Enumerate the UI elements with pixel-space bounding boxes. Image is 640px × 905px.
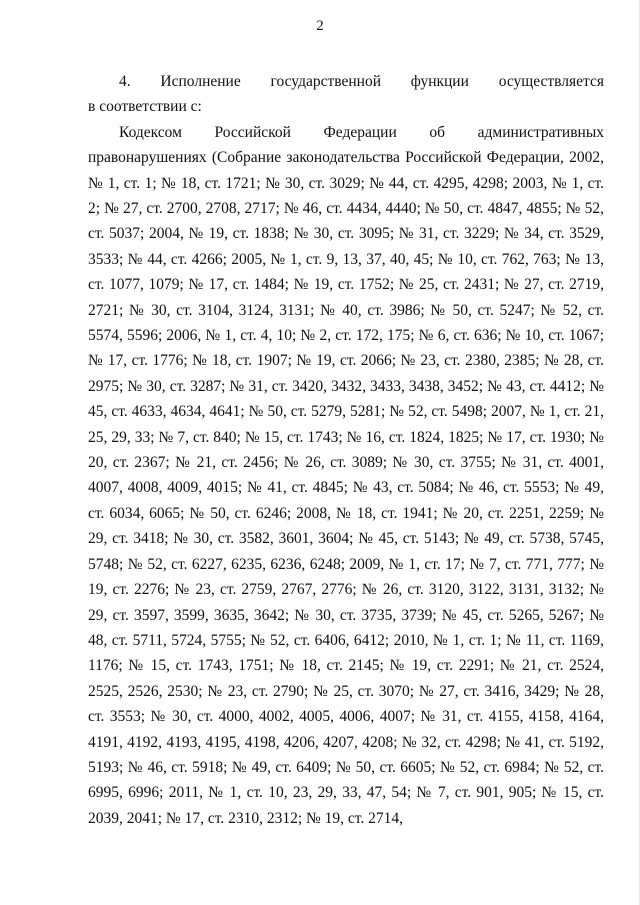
paragraph-code-reference: Кодексом Российской Федерации об административных правонарушениях (Собрание законодательства Российской Федерации, 2002, № 1, ст. 1; № 18, ст. 1721; № 30, ст. 3029; № 44, ст. 4295, 4298; 2003, № 1, ст. 2; № 27, ст. 2700, 2708, 2717; № 46, ст. 4434, 4440; № 50, ст. 4847, 4855; № 52, ст. 5037; 2004, № 19, ст. 1838; № 30, ст. 3095; № 31, ст. 3229; № 34, ст. 3529, 3533; № 44, ст. 4266; 2005, № 1, ст. 9, 13, 37, 40, 45; № 10, ст. 762, 763; № 13, ст. 1077, 1079; № 17, ст. 1484; № 19, ст. 1752; № 25, ст. 2431; № 27, ст. 2719, 2721; № 30, ст. 3104, 3124, 3131; № 40, ст. 3986; № 50, ст. 5247; № 52, ст. 5574, 5596; 2006, № 1, ст. 4, 10; № 2, ст. 172, 175; № 6, ст. 636; № 10, ст. 1067; № 17, ст. 1776; № 18, ст. 1907; № 19, ст. 2066; № 23, ст. 2380, 2385; № 28, ст. 2975; № 30, ст. 3287; № 31, ст. 3420, 3432, 3433, 3438, 3452; № 43, ст. 4412; № 45, ст. 4633, 4634, 4641; № 50, ст. 5279, 5281; № 52, ст. 5498; 2007, № 1, ст. 21, 25, 29, 33; № 7, ст. 840; № 15, ст. 1743; № 16, ст. 1824, 1825; № 17, ст. 1930; № 20, ст. 2367; № 21, ст. 2456; № 26, ст. 3089; № 30, ст. 3755; № 31, ст. 4001, 4007, 4008, 4009, 4015; № 41, ст. 4845; № 43, ст. 5084; № 46, ст. 5553; № 49, ст. 6034, 6065; № 50, ст. 6246; 2008, № 18, ст. 1941; № 20, ст. 2251, 2259; № 29, ст. 3418; № 30, ст. 3582, 3601, 3604; № 45, ст. 5143; № 49, ст. 5738, 5745, 5748; № 52, ст. 6227, 6235, 6236, 6248; 2009, № 1, ст. 17; № 7, ст. 771, 777; № 19, ст. 2276; № 23, ст. 2759, 2767, 2776; № 26, ст. 3120, 3122, 3131, 3132; № 29, ст. 3597, 3599, 3635, 3642; № 30, ст. 3735, 3739; № 45, ст. 5265, 5267; № 48, ст. 5711, 5724, 5755; № 52, ст. 6406, 6412; 2010, № 1, ст. 1; № 11, ст. 1169, 1176; № 15, ст. 1743, 1751; № 18, ст. 2145; № 19, ст. 2291; № 21, ст. 2524, 2525, 2526, 2530; № 23, ст. 2790; № 25, ст. 3070; № 27, ст. 3416, 3429; № 28, ст. 3553; № 30, ст. 4000, 4002, 4005, 4006, 4007; № 31, ст. 4155, 4158, 4164, 4191, 4192, 4193, 4195, 4198, 4206, 4207, 4208; № 32, ст. 4298; № 41, ст. 5192, 5193; № 46, ст. 5918; № 49, ст. 6409; № 50, ст. 6605; № 52, ст. 6984; № 52, ст. 6995, 6996; 2011, № 1, ст. 10, 23, 29, 33, 47, 54; № 7, ст. 901, 905; № 15, ст. 2039, 2041; № 17, ст. 2310, 2312; № 19, ст. 2714, xyxy=(88,123,604,827)
paragraph-execution-basis xyxy=(88,69,604,120)
document-body xyxy=(88,69,604,831)
item-number: 4. xyxy=(119,73,131,90)
page-number: 2 xyxy=(316,18,324,34)
paragraph-word: государственной xyxy=(270,73,381,90)
paragraph-word: функции xyxy=(410,73,469,90)
paragraph-first-line xyxy=(88,69,604,94)
paragraph-continuation: в соответствии с: xyxy=(88,98,202,116)
paragraph-word: Исполнение xyxy=(160,73,241,90)
paragraph-word: осуществляется xyxy=(498,73,604,90)
